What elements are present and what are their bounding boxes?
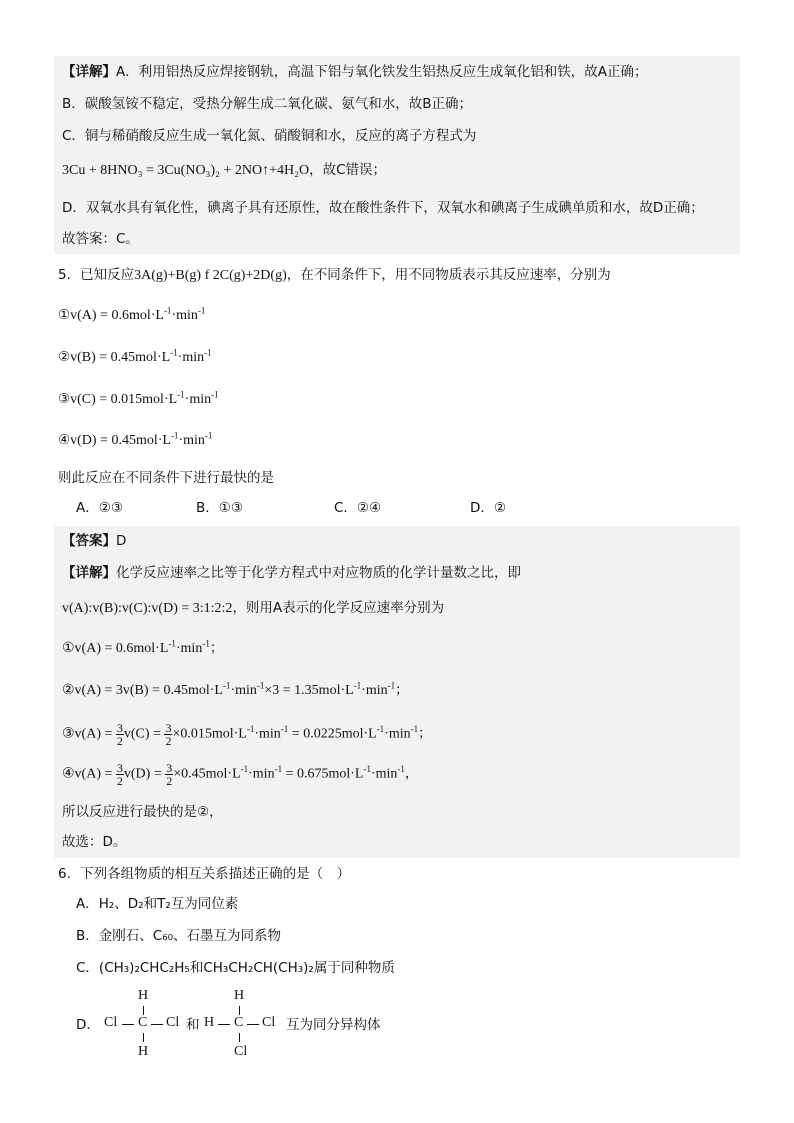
q5-option-a: A．②③	[76, 500, 123, 516]
q5-calc-1: ①v(A) = $0.6mol\cdot L^{-1}\cdot\min^{-1}$；	[62, 638, 224, 656]
q4-detail-c: C．铜与稀硝酸反应生成一氧化氮、硝酸铜和水，反应的离子方程式为	[62, 128, 477, 144]
q5-rate-4: ④v(D) = $0.45mol\cdot L^{-1}\cdot\min^{-1}$	[58, 430, 213, 448]
q4-detail-block	[54, 56, 740, 254]
q5-final: 故选：D。	[62, 834, 127, 850]
q5-question: 则此反应在不同条件下进行最快的是	[58, 470, 274, 486]
q6-option-d-tail: 互为同分异构体	[286, 1017, 381, 1033]
q5-rate-2: ②v(B) = $0.45mol\cdot L^{-1}\cdot\min^{-1}$	[58, 347, 212, 365]
q6-option-d-label: D．	[76, 1017, 100, 1033]
q4-detail-b: B．碳酸氢铵不稳定，受热分解生成二氧化碳、氨气和水，故B正确；	[62, 96, 473, 112]
q5-answer: 【答案】D	[62, 533, 127, 549]
q6-option-a: A．H₂、D₂和T₂互为同位素	[76, 896, 239, 912]
q5-option-d: D．②	[470, 500, 506, 516]
q5-rate-1: ①v(A) = $0.6mol\cdot L^{-1}\cdot\min^{-1}$	[58, 305, 206, 323]
q4-detail-d: D．双氧水具有氧化性，碘离子具有还原性，故在酸性条件下，双氧水和碘离子生成碘单质和水，故D正确；	[62, 200, 704, 216]
q4-detail-c-equation: 3Cu + 8HNO₃ = 3Cu(NO₃)₂ + 2NO↑+4H₂O，故C错误；	[62, 162, 387, 178]
q6-stem: 6．下列各组物质的相互关系描述正确的是（ ）	[58, 866, 351, 882]
q5-option-c: C．②④	[334, 500, 382, 516]
q5-option-b: B．①③	[196, 500, 243, 516]
q5-calc-3: ③v(A) = $\frac{3}{2}$ v(C) = $\frac{3}{2}$ $\times 0.015mol\cdot L^{-1}\cdot\min^{-1} = 0.0225mol\cdot L^{-1}\cdot\min^{-1}$；	[62, 721, 432, 748]
q4-detail-a: 【详解】A．利用铝热反应焊接钢轨，高温下铝与氧化铁发生铝热反应生成氧化铝和铁，故A正确；	[62, 64, 648, 80]
q5-ratio: v(A):v(B):v(C):v(D) = 3:1:2:2，则用A表示的化学反应速率分别为	[62, 600, 445, 616]
q6-option-b: B．金刚石、C₆₀、石墨互为同系物	[76, 928, 282, 944]
q5-rate-3: ③v(C) = $0.015mol\cdot L^{-1}\cdot\min^{-1}$	[58, 389, 219, 407]
q5-detail-1: 【详解】化学反应速率之比等于化学方程式中对应物质的化学计量数之比，即	[62, 565, 521, 581]
structure-2: H H C Cl Cl	[204, 988, 276, 1059]
q5-stem: 5．已知反应3A(g)+B(g) f 2C(g)+2D(g)，在不同条件下，用不同物质表示其反应速率，分别为	[58, 267, 611, 283]
q4-answer: 故答案：C。	[62, 231, 139, 247]
q5-conclusion: 所以反应进行最快的是②，	[62, 804, 223, 820]
q5-calc-4: ④v(A) = $\frac{3}{2}$ v(D) = $\frac{3}{2}$ $\times 0.45mol\cdot L^{-1}\cdot\min^{-1} = 0.675mol\cdot L^{-1}\cdot\min^{-1}$，	[62, 761, 419, 788]
structure-1: H Cl C Cl H	[104, 988, 180, 1059]
q6-option-d-and: 和	[186, 1017, 200, 1033]
q6-option-c: C．(CH₃)₂CHC₂H₅和CH₃CH₂CH(CH₃)₂属于同种物质	[76, 960, 395, 976]
q5-calc-2: ②v(A) = $3v(B) = 0.45mol\cdot L^{-1}\cdot\min^{-1}\times 3 = 1.35mol\cdot L^{-1}\cdot\min^{-1}$；	[62, 680, 409, 698]
